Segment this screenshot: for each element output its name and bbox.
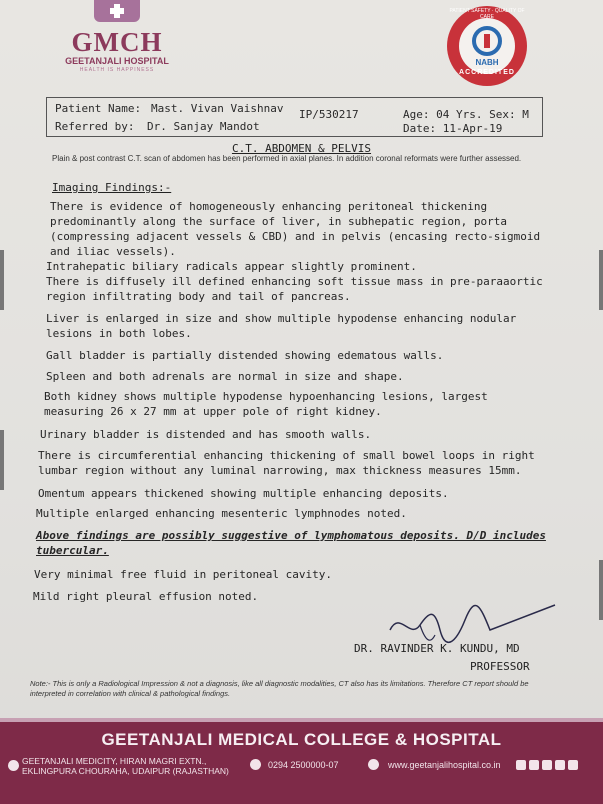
address-line: GEETANJALI MEDICITY, HIRAN MAGRI EXTN., bbox=[22, 756, 207, 766]
finding-item: Multiple enlarged enhancing mesenteric lymphnodes noted. bbox=[36, 507, 407, 520]
footer-address bbox=[22, 756, 229, 776]
nabh-bottom-text: ACCREDITED bbox=[459, 69, 515, 76]
nabh-badge bbox=[447, 6, 527, 86]
finding-item: Both kidney shows multiple hypodense hypoenhancing lesions, largest measuring 26 x 27 mm at upper pole of right kidney. bbox=[44, 390, 488, 418]
finding-item: There is evidence of homogeneously enhancing peritoneal thickening predominantly along the surface of liver, in subhepatic region, porta (compressing adjacent vessels & CBD) and in pelvis (encasing recto-sigmoid and iliac vessels). bbox=[50, 200, 541, 258]
nabh-arc-text: PATIENT SAFETY · QUALITY OF CARE bbox=[449, 8, 525, 20]
footer-title: GEETANJALI MEDICAL COLLEGE & HOSPITAL bbox=[101, 730, 502, 749]
location-icon bbox=[8, 760, 19, 771]
logo-subtitle: GEETANJALI HOSPITAL bbox=[65, 56, 169, 66]
finding-item: Gall bladder is partially distended showing edematous walls. bbox=[46, 349, 444, 362]
finding-item: Omentum appears thickened showing multiple enhancing deposits. bbox=[38, 487, 449, 500]
footer-website[interactable]: www.geetanjalihospital.co.in bbox=[388, 760, 501, 770]
twitter-icon[interactable] bbox=[529, 760, 539, 770]
patient-name-label: Patient Name: bbox=[55, 102, 142, 115]
patient-name: Mast. Vivan Vaishnav bbox=[151, 102, 284, 115]
finding-item: Intrahepatic biliary radicals appear slightly prominent. bbox=[46, 260, 417, 273]
binder-mark bbox=[599, 560, 603, 620]
referred-doctor: Dr. Sanjay Mandot bbox=[147, 120, 260, 133]
finding-item: Liver is enlarged in size and show multiple hypodense enhancing nodular lesions in both lobes. bbox=[46, 312, 517, 340]
finding-item: Urinary bladder is distended and has smooth walls. bbox=[40, 428, 372, 441]
logo-tagline: HEALTH IS HAPPINESS bbox=[79, 67, 155, 73]
referred-label: Referred by: bbox=[55, 120, 135, 133]
doctor-name: DR. RAVINDER K. KUNDU, MD bbox=[354, 642, 520, 655]
report-intro: Plain & post contrast C.T. scan of abdomen has been performed in axial planes. In addition coronal reformats were further assessed. bbox=[52, 154, 522, 163]
report-date: Date: 11-Apr-19 bbox=[403, 122, 503, 135]
nabh-emblem-icon bbox=[472, 26, 502, 56]
binder-mark bbox=[0, 430, 4, 490]
patient-info-box bbox=[46, 97, 543, 137]
globe-icon bbox=[368, 759, 379, 770]
logo-gmch: GMCH bbox=[71, 27, 163, 57]
ip-number: IP/530217 bbox=[299, 108, 359, 121]
footer-phone: 0294 2500000-07 bbox=[268, 760, 339, 770]
doctor-title: PROFESSOR bbox=[470, 660, 530, 673]
binder-mark bbox=[0, 250, 4, 310]
facebook-icon[interactable] bbox=[516, 760, 526, 770]
youtube-icon[interactable] bbox=[542, 760, 552, 770]
cross-icon bbox=[94, 0, 140, 22]
finding-item: Mild right pleural effusion noted. bbox=[33, 590, 259, 603]
report-title: C.T. ABDOMEN & PELVIS bbox=[231, 142, 372, 155]
finding-item: Spleen and both adrenals are normal in size and shape. bbox=[46, 370, 404, 383]
finding-item: There is circumferential enhancing thickening of small bowel loops in right lumbar region without any luminal narrowing, max thickness measures 15mm. bbox=[38, 449, 535, 477]
disclaimer-note: Note:- This is only a Radiological Impression & not a diagnosis, like all diagnostic modalities, CT also has its limitations. Therefore CT report should be interpreted in correlation with clinical & pathological findings. bbox=[30, 679, 529, 698]
findings-heading: Imaging Findings:- bbox=[52, 181, 172, 194]
nabh-label: NABH bbox=[475, 57, 499, 67]
hospital-logo bbox=[58, 0, 176, 73]
finding-item: There is diffusely ill defined enhancing soft tissue mass in pre-paraaortic region infiltrating body and tail of pancreas. bbox=[46, 275, 543, 303]
finding-item: Very minimal free fluid in peritoneal cavity. bbox=[34, 568, 333, 581]
address-line: EKLINGPURA CHOURAHA, UDAIPUR (RAJASTHAN) bbox=[22, 766, 229, 776]
instagram-icon[interactable] bbox=[568, 760, 578, 770]
finding-conclusion: Above findings are possibly suggestive of lymphomatous deposits. D/D includes tubercular. bbox=[36, 529, 546, 557]
linkedin-icon[interactable] bbox=[555, 760, 565, 770]
phone-icon bbox=[250, 759, 261, 770]
binder-mark bbox=[599, 250, 603, 310]
age-sex: Age: 04 Yrs. Sex: M bbox=[403, 108, 529, 121]
